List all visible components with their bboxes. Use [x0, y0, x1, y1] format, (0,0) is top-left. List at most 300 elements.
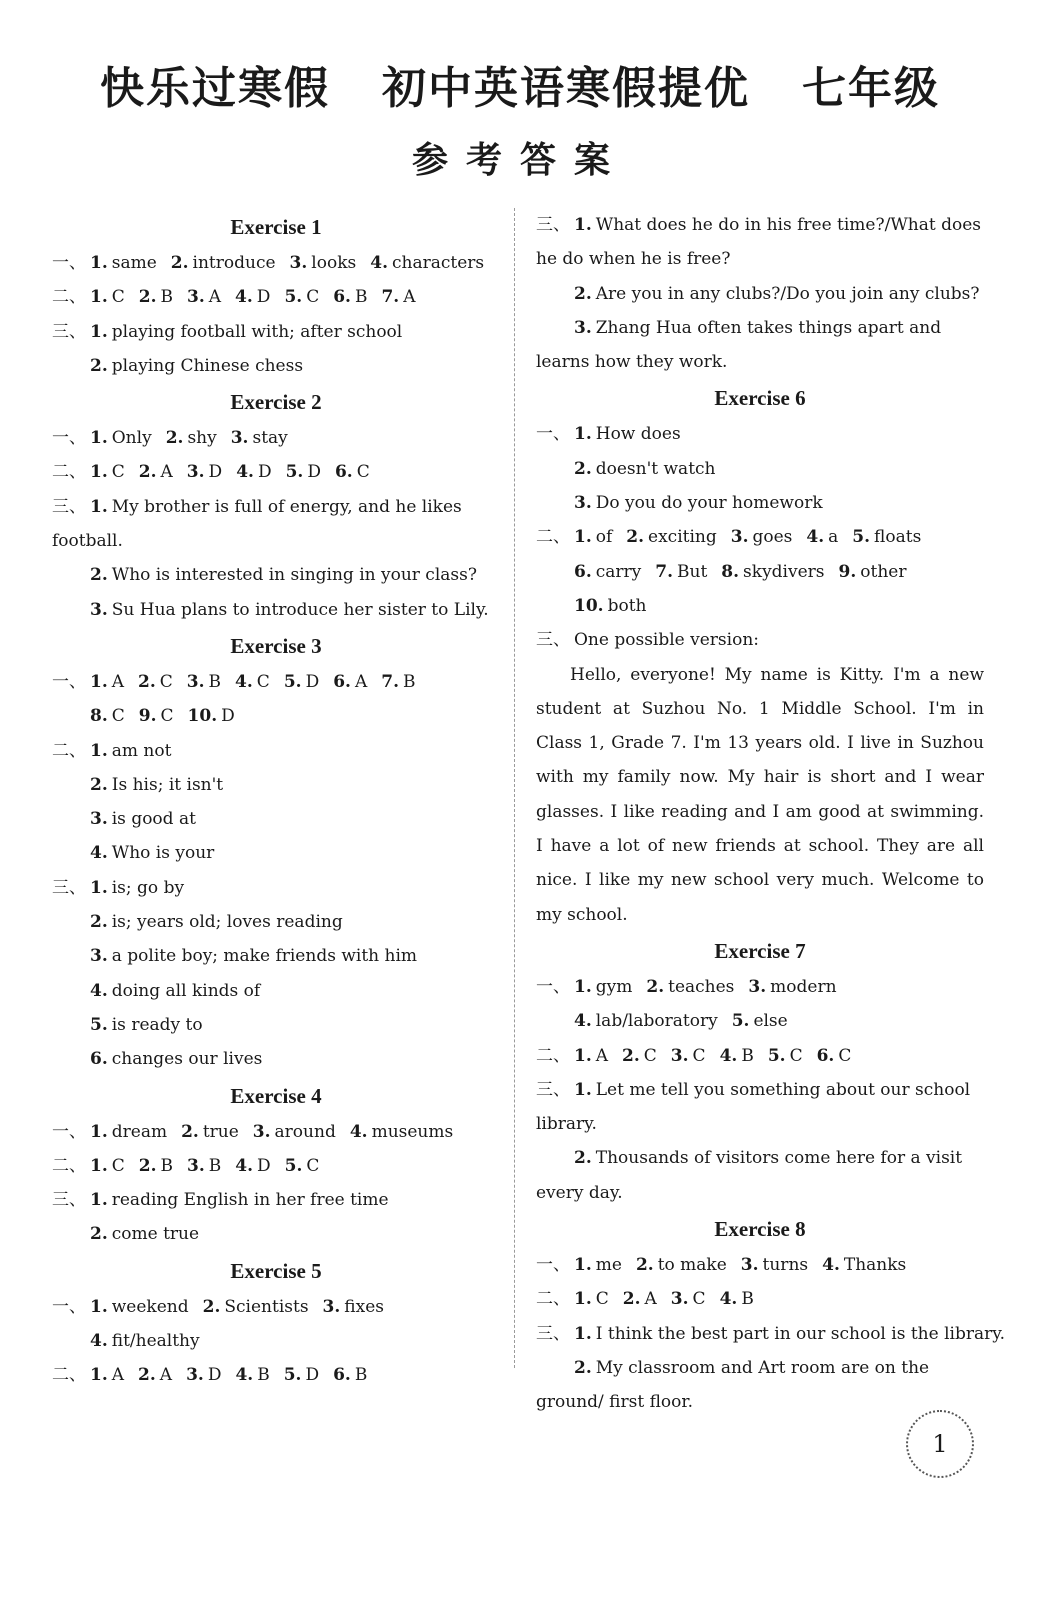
page-title: 快乐过寒假 初中英语寒假提优 七年级 — [100, 63, 940, 114]
item-answer: C — [643, 1045, 657, 1066]
section-marker: 二、 — [52, 1365, 86, 1386]
answer-item — [720, 1046, 754, 1066]
item-number: 2. — [574, 1148, 592, 1169]
answer-line — [536, 311, 984, 380]
answer-item — [536, 215, 981, 269]
item-answer: around — [274, 1121, 336, 1142]
item-answer: me — [595, 1255, 622, 1276]
item-number: 5. — [283, 1365, 302, 1386]
answer-item — [323, 1297, 384, 1317]
item-number: 2. — [90, 1224, 108, 1245]
answer-item — [139, 1156, 173, 1176]
item-number: 3. — [670, 1045, 689, 1066]
item-answer: Zhang Hua often takes things apart and learns how they work. — [536, 317, 942, 373]
item-number: 6. — [334, 462, 353, 483]
item-answer: characters — [391, 253, 485, 273]
item-number: 2. — [138, 671, 156, 692]
answer-line — [52, 905, 500, 939]
item-number: 4. — [574, 1011, 592, 1032]
item-answer: C — [111, 706, 125, 727]
item-number: 1. — [574, 1289, 592, 1310]
answer-item — [203, 1297, 309, 1317]
answer-item — [574, 493, 823, 513]
item-answer: is; go by — [111, 877, 185, 898]
item-number: 1. — [574, 527, 592, 548]
item-answer: come true — [111, 1224, 200, 1245]
item-number: 1. — [90, 321, 108, 342]
left-column — [52, 208, 500, 1393]
item-answer: exciting — [648, 527, 717, 548]
answer-item — [90, 946, 417, 966]
item-answer: B — [160, 1155, 174, 1176]
item-number: 6. — [816, 1045, 835, 1066]
item-number: 1. — [574, 976, 592, 997]
answer-item — [822, 1255, 906, 1275]
item-number: 8. — [721, 561, 740, 582]
answer-item — [284, 672, 319, 692]
answer-item — [166, 428, 217, 448]
item-number: 1. — [90, 740, 108, 761]
item-number: 3. — [187, 1155, 205, 1176]
answer-line — [536, 1282, 984, 1316]
answer-line — [52, 246, 500, 280]
answer-item — [655, 562, 707, 582]
answer-item — [574, 527, 612, 547]
answer-line — [536, 555, 984, 589]
answer-item — [748, 977, 836, 997]
answer-item — [335, 462, 370, 482]
item-number: 1. — [90, 1296, 108, 1317]
answer-line — [536, 1317, 1005, 1351]
answer-line — [52, 802, 500, 836]
answer-line — [52, 1008, 500, 1042]
answer-line — [536, 1039, 984, 1073]
exercise-title: Exercise 1 — [230, 215, 322, 239]
item-number: 1. — [574, 215, 592, 235]
item-answer: A — [159, 1365, 173, 1386]
answer-line — [52, 1042, 500, 1076]
item-number: 4. — [370, 253, 388, 273]
section-marker: 二、 — [52, 287, 86, 308]
item-answer: A — [403, 287, 416, 308]
answer-line — [52, 1358, 500, 1392]
section-marker: 一、 — [52, 1296, 86, 1317]
item-number: 3. — [740, 1255, 759, 1276]
item-answer: is; years old; loves reading — [111, 912, 343, 933]
item-answer: dream — [111, 1121, 168, 1142]
answer-item — [574, 1289, 609, 1309]
answer-item — [350, 1122, 453, 1142]
item-answer: lab/laboratory — [595, 1011, 718, 1032]
section-marker: 三、 — [536, 1323, 570, 1344]
item-answer: teaches — [668, 976, 735, 997]
item-number: 4. — [90, 1331, 108, 1352]
item-number: 10. — [574, 595, 604, 616]
item-number: 1. — [90, 671, 108, 692]
item-number: 1. — [574, 424, 592, 445]
item-answer: D — [257, 1155, 271, 1176]
answer-item — [90, 741, 171, 761]
item-number: 3. — [186, 462, 205, 483]
item-answer: B — [354, 287, 368, 308]
answer-item — [852, 527, 921, 547]
item-answer: B — [208, 671, 222, 692]
section-marker: 一、 — [536, 1255, 570, 1276]
item-answer: B — [741, 1289, 754, 1310]
section-marker: 一、 — [52, 1121, 86, 1142]
answer-item — [139, 287, 173, 307]
exercise-title: Exercise 7 — [714, 938, 806, 963]
answer-item — [90, 462, 125, 482]
answer-item — [138, 672, 173, 692]
item-number: 1. — [90, 287, 108, 308]
item-answer: introduce — [192, 253, 276, 273]
item-number: 2. — [138, 1365, 156, 1386]
item-answer: C — [595, 1289, 609, 1310]
answer-item — [720, 1289, 754, 1309]
item-number: 9. — [838, 561, 857, 582]
item-number: 5. — [767, 1045, 786, 1066]
answer-item — [139, 706, 174, 726]
answer-item — [574, 977, 632, 997]
item-number: 4. — [236, 462, 254, 483]
item-answer: D — [305, 671, 320, 692]
item-number: 4. — [719, 1289, 738, 1310]
item-answer: A — [160, 462, 173, 483]
item-number: 5. — [283, 671, 302, 692]
item-number: 1. — [90, 428, 108, 449]
item-answer: playing football with; after school — [111, 321, 403, 342]
answer-item — [188, 706, 235, 726]
answer-item — [187, 1156, 221, 1176]
item-answer: But — [677, 561, 708, 582]
item-number: 3. — [748, 976, 767, 997]
item-answer: D — [207, 1365, 222, 1386]
answer-item — [741, 1255, 808, 1275]
answer-item — [90, 706, 125, 726]
item-number: 1. — [90, 1365, 108, 1386]
answer-item — [187, 672, 221, 692]
answer-item — [574, 562, 641, 582]
item-number: 1. — [90, 1190, 108, 1211]
section-marker: 三、 — [536, 630, 570, 651]
item-answer: carry — [595, 561, 642, 582]
answer-line — [52, 421, 500, 455]
answer-item — [90, 287, 125, 307]
item-number: 2. — [202, 1296, 221, 1317]
answer-item — [235, 672, 270, 692]
item-answer: is good at — [111, 809, 196, 830]
answer-line — [52, 974, 500, 1008]
answer-item — [90, 1297, 189, 1317]
answer-line — [52, 490, 500, 559]
answer-item — [806, 527, 838, 547]
answer-line — [52, 768, 500, 802]
item-answer: floats — [874, 527, 922, 548]
answer-item — [90, 878, 184, 898]
item-number: 10. — [187, 706, 218, 727]
answer-line — [536, 520, 984, 554]
item-number: 2. — [635, 1255, 654, 1276]
answer-item — [90, 1190, 389, 1210]
answer-item — [253, 1122, 336, 1142]
item-number: 3. — [730, 527, 749, 548]
item-answer: C — [789, 1045, 803, 1066]
exercise-title: Exercise 3 — [230, 633, 322, 658]
item-answer: What does he do in his free time?/What does he do when he is free? — [536, 215, 982, 270]
item-answer: D — [305, 1365, 320, 1386]
answer-line — [52, 699, 500, 733]
answer-item — [536, 1080, 970, 1134]
item-answer: C — [256, 671, 270, 692]
answer-line — [536, 452, 984, 486]
item-answer: B — [741, 1045, 754, 1066]
answer-line — [52, 1115, 500, 1149]
answer-line — [536, 1141, 984, 1210]
item-number: 6. — [333, 1365, 351, 1386]
item-answer: Who is your — [111, 843, 215, 864]
item-answer: fit/healthy — [111, 1331, 200, 1352]
answer-line — [52, 280, 500, 314]
item-number: 4. — [822, 1255, 840, 1276]
item-answer: C — [692, 1045, 706, 1066]
item-number: 2. — [181, 1121, 199, 1142]
answer-item — [90, 1049, 262, 1069]
item-number: 3. — [186, 1365, 204, 1386]
answer-item — [623, 1289, 657, 1309]
item-number: 2. — [646, 976, 665, 997]
item-answer: doing all kinds of — [111, 980, 261, 1001]
answer-item — [817, 1046, 852, 1066]
item-answer: playing Chinese chess — [111, 355, 304, 376]
item-answer: My classroom and Art room are on the ground/ first floor. — [536, 1357, 930, 1413]
item-answer: D — [208, 462, 223, 483]
answer-item — [235, 1156, 270, 1176]
item-answer: C — [692, 1289, 706, 1310]
answer-item — [181, 1122, 239, 1142]
item-number: 2. — [90, 355, 108, 376]
answer-item — [90, 912, 343, 932]
answer-item — [636, 1255, 727, 1275]
answer-item — [90, 322, 402, 342]
item-answer: skydivers — [743, 561, 825, 582]
answer-item — [574, 424, 681, 444]
item-answer: A — [111, 1365, 125, 1386]
item-number: 5. — [90, 1014, 108, 1035]
item-number: 3. — [187, 287, 205, 308]
item-number: 3. — [322, 1296, 341, 1317]
item-number: 3. — [90, 946, 108, 967]
item-number: 2. — [574, 283, 592, 304]
item-number: 5. — [285, 462, 304, 483]
answer-item — [536, 318, 941, 372]
item-answer: Do you do your homework — [595, 493, 823, 514]
item-answer: gym — [595, 976, 633, 997]
item-answer: B — [402, 671, 416, 692]
answer-item — [139, 462, 173, 482]
answer-item — [90, 672, 124, 692]
answer-line — [52, 871, 500, 905]
exercise-title: Exercise 2 — [230, 390, 322, 415]
answer-line — [52, 593, 500, 627]
item-number: 3. — [289, 253, 308, 273]
section-marker: 一、 — [52, 428, 86, 449]
item-number: 9. — [138, 706, 157, 727]
item-answer: fixes — [344, 1296, 385, 1317]
item-answer: A — [354, 671, 368, 692]
answer-line — [536, 1073, 984, 1142]
answer-item — [839, 562, 907, 582]
item-answer: A — [208, 287, 222, 308]
item-number: 7. — [381, 287, 400, 308]
item-number: 2. — [574, 458, 592, 479]
item-answer: looks — [311, 253, 357, 273]
item-answer: D — [307, 462, 321, 483]
exercise-title: Exercise 4 — [230, 1083, 322, 1108]
section-marker: 三、 — [52, 877, 86, 898]
item-number: 3. — [90, 809, 108, 830]
answer-item — [284, 287, 319, 307]
answer-line — [52, 1149, 500, 1183]
answer-item — [333, 1365, 367, 1385]
answer-item — [90, 1331, 200, 1351]
item-answer: both — [607, 595, 647, 616]
answer-item — [574, 596, 646, 616]
section-marker: 二、 — [52, 740, 86, 761]
item-answer: to make — [657, 1255, 727, 1276]
answer-item — [90, 1122, 167, 1142]
answer-line — [536, 486, 984, 520]
item-number: 6. — [574, 561, 592, 582]
item-number: 3. — [90, 599, 108, 620]
answer-item — [90, 843, 214, 863]
item-number: 7. — [655, 561, 674, 582]
item-number: 2. — [170, 253, 189, 273]
item-answer: reading English in her free time — [111, 1190, 389, 1211]
item-number: 6. — [333, 671, 351, 692]
item-number: 1. — [90, 253, 108, 273]
item-answer: Scientists — [224, 1296, 309, 1317]
answer-line — [52, 1217, 500, 1251]
item-answer: I think the best part in our school is the library. — [595, 1323, 1005, 1344]
item-number: 5. — [284, 287, 303, 308]
answer-item — [370, 253, 484, 273]
answer-item — [186, 1365, 221, 1385]
item-number: 4. — [235, 1365, 254, 1386]
answer-line — [52, 1324, 500, 1358]
answer-line — [52, 349, 500, 383]
item-number: 4. — [235, 1155, 254, 1176]
item-number: 1. — [574, 1323, 592, 1344]
item-answer: C — [111, 1155, 125, 1176]
item-number: 2. — [90, 565, 108, 586]
answer-item — [171, 253, 276, 273]
section-marker: 三、 — [536, 1079, 570, 1100]
column-divider — [514, 208, 515, 1368]
answer-item — [235, 1365, 269, 1385]
item-number: 2. — [90, 912, 108, 933]
answer-item — [731, 527, 793, 547]
item-number: 3. — [252, 1121, 271, 1142]
item-answer: stay — [252, 428, 288, 449]
item-answer: Who is interested in singing in your class? — [111, 565, 477, 586]
answer-item — [536, 1358, 929, 1412]
answer-item — [284, 1365, 319, 1385]
right-column — [536, 208, 1005, 1420]
answer-item — [333, 672, 367, 692]
item-number: 1. — [90, 1121, 108, 1142]
answer-line — [52, 1290, 500, 1324]
item-number: 5. — [852, 527, 871, 548]
answer-item — [235, 287, 270, 307]
answer-item — [285, 1156, 320, 1176]
item-number: 2. — [626, 527, 645, 548]
answer-item — [90, 1015, 203, 1035]
answer-item — [574, 1046, 608, 1066]
section-marker: 三、 — [52, 321, 86, 342]
answer-item — [732, 1011, 788, 1031]
item-number: 2. — [622, 1289, 641, 1310]
item-answer: A — [111, 671, 125, 692]
item-number: 1. — [574, 1255, 592, 1276]
item-answer: B — [208, 1155, 222, 1176]
item-number: 5. — [731, 1011, 750, 1032]
answer-line — [52, 665, 500, 699]
answer-item — [187, 287, 221, 307]
answer-item — [90, 356, 303, 376]
item-number: 1. — [90, 462, 108, 483]
item-answer: Let me tell you something about our school library. — [536, 1079, 971, 1135]
answer-line — [536, 1004, 984, 1038]
section-marker: 二、 — [52, 1155, 86, 1176]
section-marker: 一、 — [52, 671, 86, 692]
section-marker: 二、 — [536, 1289, 570, 1310]
item-answer: Is his; it isn't — [111, 774, 224, 795]
answer-item — [90, 809, 196, 829]
item-answer: Are you in any clubs?/Do you join any clubs? — [595, 283, 980, 304]
item-answer: doesn't watch — [595, 458, 716, 479]
item-answer: B — [160, 287, 174, 308]
answer-item — [90, 1156, 125, 1176]
exercise-title: Exercise 6 — [714, 386, 806, 411]
answer-line — [536, 1248, 984, 1282]
answer-line — [52, 558, 500, 592]
item-number: 1. — [574, 1045, 592, 1066]
item-number: 2. — [90, 774, 108, 795]
item-answer: weekend — [111, 1296, 189, 1317]
item-number: 3. — [574, 493, 592, 514]
item-answer: Only — [111, 428, 152, 449]
answer-item — [646, 977, 734, 997]
item-number: 1. — [90, 877, 108, 898]
item-number: 3. — [230, 428, 249, 449]
item-number: 3. — [186, 671, 205, 692]
item-number: 4. — [90, 980, 108, 1001]
item-answer: B — [354, 1365, 368, 1386]
answer-line — [536, 417, 984, 451]
item-answer: D — [257, 462, 272, 483]
section-marker: 三、 — [52, 496, 86, 517]
item-answer: turns — [762, 1255, 809, 1276]
answer-line — [52, 1183, 500, 1217]
answer-item — [187, 462, 222, 482]
item-answer: am not — [111, 740, 172, 761]
item-answer: C — [306, 287, 320, 308]
answer-line — [536, 970, 984, 1004]
answer-line — [52, 315, 500, 349]
item-answer: My brother is full of energy, and he likes football. — [52, 496, 462, 552]
item-answer: B — [257, 1365, 270, 1386]
